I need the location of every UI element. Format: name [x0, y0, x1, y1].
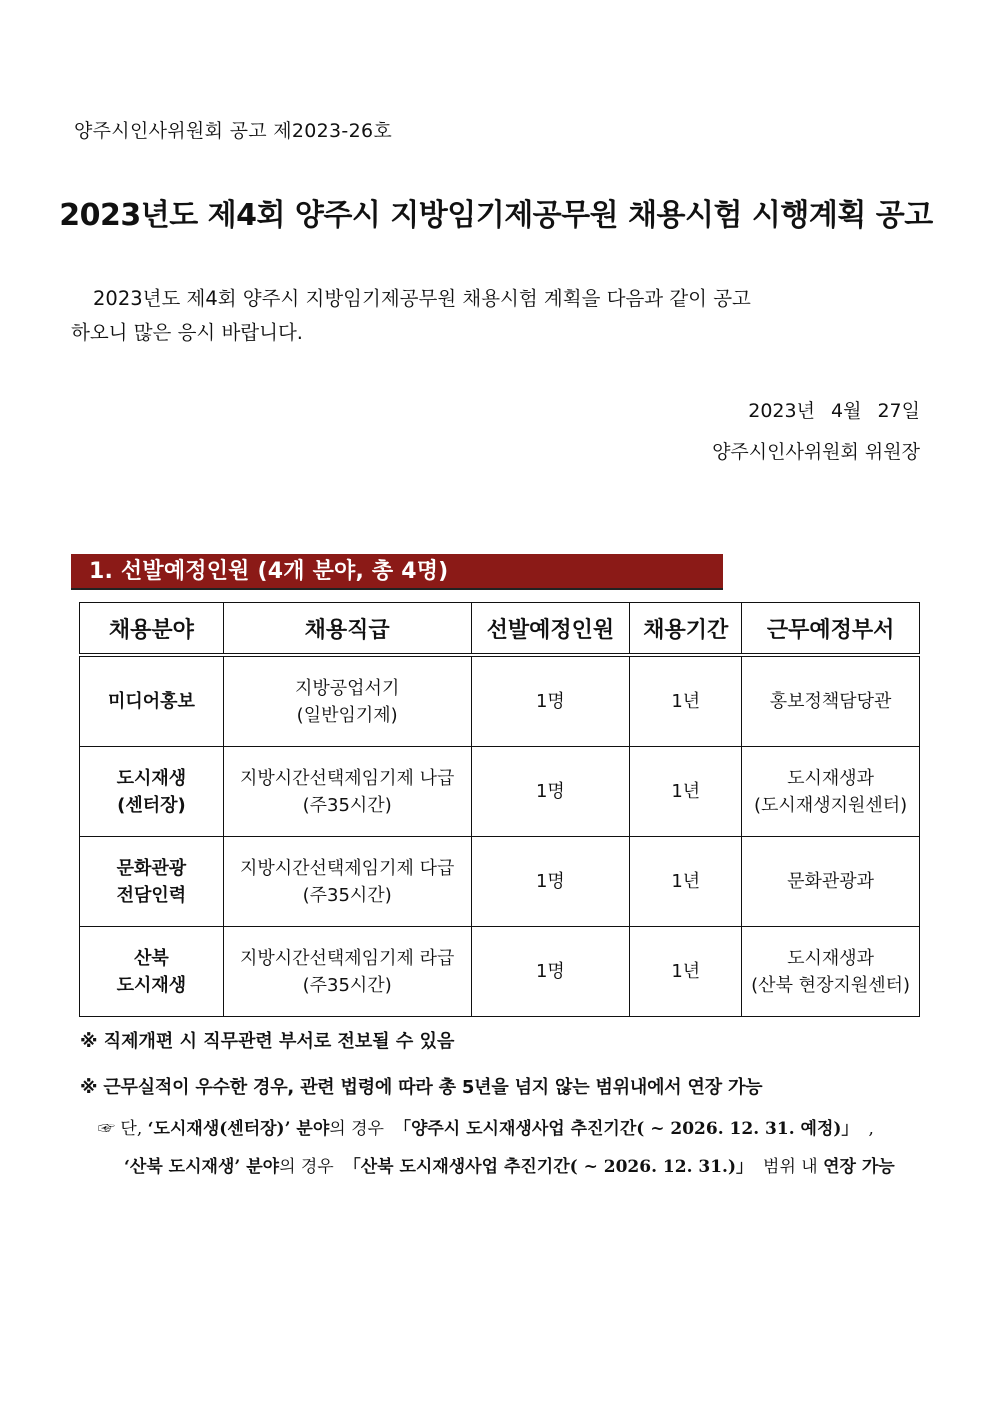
dept-cell: [742, 837, 920, 927]
period-cell: 1년: [630, 927, 742, 1017]
dept-cell: [742, 655, 920, 747]
intro-line-1: 2023년도 제4회 양주시 지방임기제공무원 채용시험 계획을 다음과 같이 공고: [93, 287, 751, 310]
count-cell: 1명: [471, 837, 630, 927]
field-text: 산북: [134, 947, 169, 969]
recruitment-table: [79, 602, 920, 1017]
period-cell: 1년: [630, 655, 742, 747]
count-cell: 1명: [471, 655, 630, 747]
grade-subtext: (주35시간): [302, 794, 392, 816]
field-cell: [80, 655, 224, 747]
field-text: 미디어홍보: [107, 691, 195, 712]
column-header: 채용기간: [630, 603, 742, 656]
grade-text: 지방시간선택제임기제 라급: [239, 947, 455, 969]
intro-line-2: 하오니 많은 응시 바랍니다.: [71, 321, 304, 344]
count-cell: 1명: [471, 927, 630, 1017]
sub2-field: ‘산북 도시재생’ 분야: [124, 1157, 280, 1177]
table-row: [80, 747, 920, 837]
grade-subtext: (주35시간): [302, 974, 392, 996]
grade-cell: [223, 927, 471, 1017]
notice-date: 2023년 4월 27일: [748, 400, 920, 422]
field-cell: [80, 747, 224, 837]
note-extension: ※ 근무실적이 우수한 경우, 관련 법령에 따라 총 5년을 넘지 않는 범위내에서 연장 가능: [80, 1077, 763, 1098]
intro-paragraph: [71, 282, 921, 350]
sub2-mid: 의 경우: [279, 1157, 334, 1177]
count-cell: 1명: [471, 747, 630, 837]
sub2-end: 연장 가능: [823, 1157, 895, 1177]
dept-subtext: (도시재생지원센터): [754, 794, 908, 816]
field-subtext: 도시재생: [116, 974, 187, 996]
grade-cell: [223, 747, 471, 837]
sub1-period: 「양주시 도시재생사업 추진기간( ~ 2026. 12. 31. 예정)」: [393, 1119, 859, 1139]
dept-cell: [742, 927, 920, 1017]
note-sub-sanbuk: [124, 1152, 895, 1177]
note-reassignment: ※ 직제개편 시 직무관련 부서로 전보될 수 있음: [80, 1031, 455, 1052]
sub1-prefix: ☞ 단,: [98, 1119, 148, 1139]
notice-number: 양주시인사위원회 공고 제2023-26호: [74, 120, 393, 142]
column-header: 선발예정인원: [471, 603, 630, 656]
dept-text: 도시재생과: [787, 767, 875, 789]
field-subtext: 전담인력: [116, 884, 187, 906]
field-cell: [80, 927, 224, 1017]
field-cell: [80, 837, 224, 927]
table-row: [80, 655, 920, 747]
grade-cell: [223, 837, 471, 927]
column-header: 근무예정부서: [742, 603, 920, 656]
table-row: [80, 927, 920, 1017]
grade-subtext: (주35시간): [302, 884, 392, 906]
grade-subtext: (일반임기제): [296, 704, 398, 726]
dept-text: 도시재생과: [787, 947, 875, 969]
column-header: 채용직급: [223, 603, 471, 656]
table-header-row: [80, 603, 920, 656]
column-header: 채용분야: [80, 603, 224, 656]
dept-cell: [742, 747, 920, 837]
field-text: 도시재생: [116, 767, 187, 789]
issuer: 양주시인사위원회 위원장: [712, 441, 920, 463]
period-cell: 1년: [630, 747, 742, 837]
note-sub-urban-center: [98, 1114, 874, 1139]
grade-text: 지방시간선택제임기제 나급: [239, 767, 455, 789]
grade-text: 지방공업서기: [295, 677, 400, 699]
sub1-suffix: ,: [868, 1119, 874, 1139]
sub2-period: 「산북 도시재생사업 추진기간( ~ 2026. 12. 31.)」: [343, 1157, 754, 1177]
field-text: 문화관광: [116, 857, 187, 879]
sub2-range: 범위 내: [763, 1157, 818, 1177]
sub1-mid: 의 경우: [329, 1119, 384, 1139]
page-title: 2023년도 제4회 양주시 지방임기제공무원 채용시험 시행계획 공고: [59, 198, 933, 233]
dept-text: 홍보정책담당관: [769, 691, 892, 712]
grade-cell: [223, 655, 471, 747]
dept-text: 문화관광과: [787, 871, 875, 892]
sub1-field: ‘도시재생(센터장)’ 분야: [147, 1119, 330, 1139]
period-cell: 1년: [630, 837, 742, 927]
grade-text: 지방시간선택제임기제 다급: [239, 857, 455, 879]
table-row: [80, 837, 920, 927]
dept-subtext: (산북 현장지원센터): [751, 974, 911, 996]
section-header-recruitment: 1. 선발예정인원 (4개 분야, 총 4명): [71, 554, 723, 590]
field-subtext: (센터장): [117, 794, 186, 816]
